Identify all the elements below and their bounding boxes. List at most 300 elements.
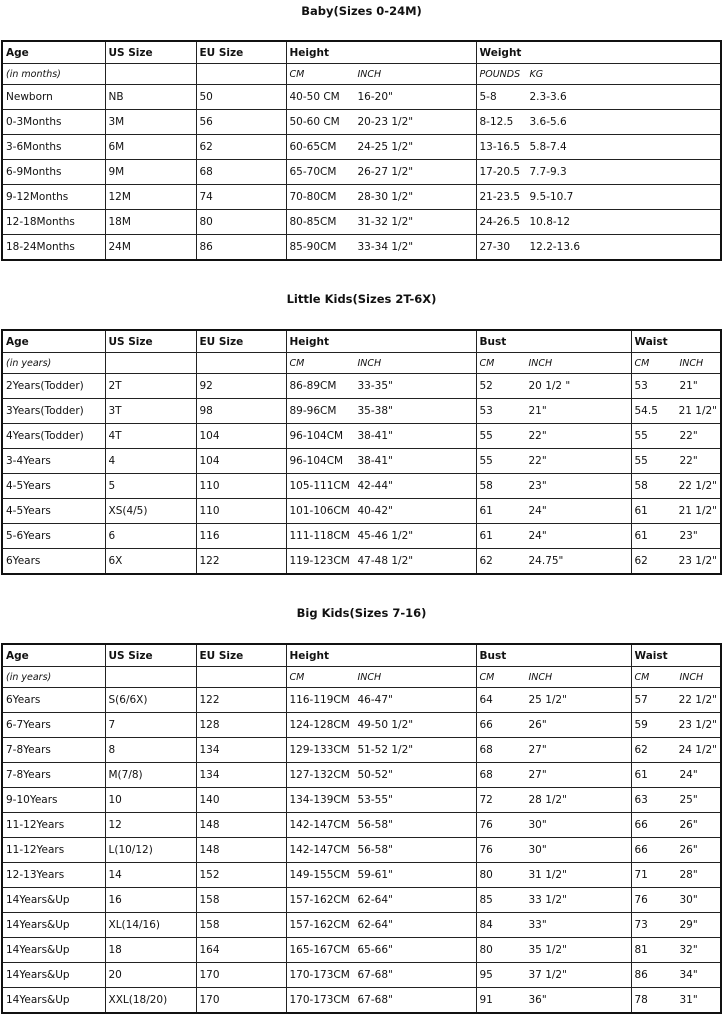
waist-cell <box>631 938 721 963</box>
weight-pounds: 5-8 <box>479 91 497 103</box>
waist-inch: 23 1/2" <box>678 719 717 731</box>
waist-cell <box>631 524 721 549</box>
waist-units <box>631 667 721 688</box>
waist-header: Waist <box>631 330 721 353</box>
bust-inch: 35 1/2" <box>528 944 567 956</box>
eu-size-cell: 128 <box>196 713 286 738</box>
height-cell <box>286 963 476 988</box>
bust-cell <box>476 688 631 713</box>
bust-cell <box>476 788 631 813</box>
bust-inch: 22" <box>528 430 547 442</box>
height-inch: 67-68" <box>357 969 393 981</box>
waist-cm: 86 <box>634 969 648 981</box>
age-cell: 6Years <box>2 549 105 575</box>
waist-cm: 54.5 <box>634 405 658 417</box>
age-cell: 6-9Months <box>2 160 105 185</box>
age-cell: 0-3Months <box>2 110 105 135</box>
bust-inch: 33" <box>528 919 547 931</box>
inch-label: INCH <box>357 671 382 683</box>
height-inch: 51-52 1/2" <box>357 744 414 756</box>
weight-kg: 3.6-5.6 <box>529 116 567 128</box>
empty-cell <box>105 64 196 85</box>
bust-inch: 24" <box>528 505 547 517</box>
age-cell: 14Years&Up <box>2 988 105 1014</box>
eu-size-cell: 122 <box>196 549 286 575</box>
height-inch: 28-30 1/2" <box>357 191 414 203</box>
cm-label: CM <box>479 671 495 683</box>
weight-kg: 9.5-10.7 <box>529 191 574 203</box>
us-size-cell: S(6/6X) <box>105 688 196 713</box>
big-kids-size-table <box>1 643 722 1014</box>
bust-cell <box>476 524 631 549</box>
table-row <box>2 399 721 424</box>
table-row <box>2 813 721 838</box>
waist-cm: 62 <box>634 555 648 567</box>
bust-cm: 61 <box>479 530 493 542</box>
bust-cell <box>476 763 631 788</box>
bust-cell <box>476 813 631 838</box>
height-inch: 59-61" <box>357 869 393 881</box>
age-unit-label: (in years) <box>2 667 105 688</box>
us-size-cell: 12M <box>105 185 196 210</box>
eu-size-header: EU Size <box>196 644 286 667</box>
waist-cm: 55 <box>634 455 648 467</box>
bust-cm: 72 <box>479 794 493 806</box>
eu-size-cell: 104 <box>196 449 286 474</box>
waist-inch: 32" <box>679 944 698 956</box>
waist-cm: 63 <box>634 794 648 806</box>
waist-cell <box>631 399 721 424</box>
height-cell <box>286 474 476 499</box>
waist-cell <box>631 888 721 913</box>
us-size-header: US Size <box>105 644 196 667</box>
empty-cell <box>196 353 286 374</box>
waist-cell <box>631 688 721 713</box>
bust-cm: 85 <box>479 894 493 906</box>
height-units <box>286 64 476 85</box>
bust-cell <box>476 549 631 575</box>
eu-size-cell: 98 <box>196 399 286 424</box>
height-header: Height <box>286 41 476 64</box>
empty-cell <box>105 353 196 374</box>
table-row <box>2 888 721 913</box>
height-inch: 33-34 1/2" <box>357 241 414 253</box>
waist-inch: 26" <box>679 844 698 856</box>
eu-size-cell: 164 <box>196 938 286 963</box>
us-size-cell: 8 <box>105 738 196 763</box>
table-row <box>2 524 721 549</box>
weight-cell <box>476 210 721 235</box>
table-row <box>2 85 721 110</box>
height-cell <box>286 424 476 449</box>
cm-label: CM <box>634 671 650 683</box>
height-cm: 101-106CM <box>289 505 350 517</box>
waist-inch: 30" <box>679 894 698 906</box>
eu-size-cell: 116 <box>196 524 286 549</box>
empty-cell <box>196 64 286 85</box>
height-cell <box>286 788 476 813</box>
waist-cm: 61 <box>634 769 648 781</box>
waist-cell <box>631 449 721 474</box>
eu-size-cell: 140 <box>196 788 286 813</box>
bust-inch: 33 1/2" <box>528 894 567 906</box>
us-size-cell: 3M <box>105 110 196 135</box>
cm-label: CM <box>289 671 305 683</box>
height-inch: 16-20" <box>357 91 393 103</box>
bust-cm: 58 <box>479 480 493 492</box>
weight-pounds: 13-16.5 <box>479 141 521 153</box>
height-cell <box>286 688 476 713</box>
bust-cell <box>476 988 631 1014</box>
age-cell: 4-5Years <box>2 499 105 524</box>
us-size-cell: 6M <box>105 135 196 160</box>
inch-label: INCH <box>679 671 704 683</box>
height-cell <box>286 549 476 575</box>
waist-cell <box>631 988 721 1014</box>
bust-inch: 36" <box>528 994 547 1006</box>
age-unit-label: (in months) <box>2 64 105 85</box>
inch-label: INCH <box>528 671 553 683</box>
bust-cm: 55 <box>479 455 493 467</box>
eu-size-cell: 110 <box>196 499 286 524</box>
eu-size-cell: 62 <box>196 135 286 160</box>
waist-cm: 57 <box>634 694 648 706</box>
height-cell <box>286 738 476 763</box>
us-size-cell: XS(4/5) <box>105 499 196 524</box>
height-inch: 40-42" <box>357 505 393 517</box>
weight-kg: 5.8-7.4 <box>529 141 567 153</box>
table-row <box>2 235 721 261</box>
age-cell: 3-4Years <box>2 449 105 474</box>
table-row <box>2 135 721 160</box>
eu-size-cell: 122 <box>196 688 286 713</box>
inch-label: INCH <box>528 357 553 369</box>
weight-pounds: 24-26.5 <box>479 216 521 228</box>
height-inch: 31-32 1/2" <box>357 216 414 228</box>
weight-header: Weight <box>476 41 721 64</box>
weight-kg: 2.3-3.6 <box>529 91 567 103</box>
age-cell: 12-13Years <box>2 863 105 888</box>
weight-cell <box>476 185 721 210</box>
bust-cell <box>476 938 631 963</box>
height-inch: 56-58" <box>357 844 393 856</box>
waist-cm: 62 <box>634 744 648 756</box>
height-inch: 24-25 1/2" <box>357 141 414 153</box>
pounds-label: POUNDS <box>479 68 521 80</box>
us-size-cell: 20 <box>105 963 196 988</box>
waist-inch: 21 1/2" <box>678 405 717 417</box>
height-inch: 65-66" <box>357 944 393 956</box>
height-cell <box>286 763 476 788</box>
age-header: Age <box>2 330 105 353</box>
height-inch: 26-27 1/2" <box>357 166 414 178</box>
age-cell: 6Years <box>2 688 105 713</box>
bust-cm: 66 <box>479 719 493 731</box>
table-row <box>2 499 721 524</box>
age-cell: 9-10Years <box>2 788 105 813</box>
eu-size-cell: 50 <box>196 85 286 110</box>
height-cell <box>286 888 476 913</box>
table-subheader-row <box>2 667 721 688</box>
bust-cm: 62 <box>479 555 493 567</box>
eu-size-cell: 170 <box>196 963 286 988</box>
weight-cell <box>476 85 721 110</box>
us-size-cell: XXL(18/20) <box>105 988 196 1014</box>
height-cell <box>286 813 476 838</box>
us-size-cell: 24M <box>105 235 196 261</box>
weight-cell <box>476 160 721 185</box>
waist-inch: 25" <box>679 794 698 806</box>
height-cm: 80-85CM <box>289 216 337 228</box>
bust-inch: 24" <box>528 530 547 542</box>
little-kids-size-table <box>1 329 722 575</box>
waist-cell <box>631 963 721 988</box>
waist-cm: 58 <box>634 480 648 492</box>
bust-inch: 28 1/2" <box>528 794 567 806</box>
weight-pounds: 27-30 <box>479 241 511 253</box>
height-cell <box>286 499 476 524</box>
waist-cell <box>631 838 721 863</box>
cm-label: CM <box>289 357 305 369</box>
us-size-cell: NB <box>105 85 196 110</box>
waist-inch: 23" <box>679 530 698 542</box>
waist-inch: 21" <box>679 380 698 392</box>
bust-cell <box>476 399 631 424</box>
waist-cell <box>631 738 721 763</box>
height-units <box>286 353 476 374</box>
age-cell: 12-18Months <box>2 210 105 235</box>
age-cell: 18-24Months <box>2 235 105 261</box>
waist-cell <box>631 788 721 813</box>
bust-cm: 84 <box>479 919 493 931</box>
bust-cm: 53 <box>479 405 493 417</box>
waist-inch: 31" <box>679 994 698 1006</box>
height-cell <box>286 110 476 135</box>
age-cell: 14Years&Up <box>2 913 105 938</box>
us-size-cell: XL(14/16) <box>105 913 196 938</box>
height-cell <box>286 524 476 549</box>
age-unit-label: (in years) <box>2 353 105 374</box>
height-cm: 142-147CM <box>289 819 350 831</box>
table-header-row <box>2 41 721 64</box>
table-row <box>2 988 721 1014</box>
height-inch: 47-48 1/2" <box>357 555 414 567</box>
table-row <box>2 474 721 499</box>
us-size-cell: 6 <box>105 524 196 549</box>
waist-cell <box>631 474 721 499</box>
bust-cm: 55 <box>479 430 493 442</box>
waist-cm: 66 <box>634 819 648 831</box>
height-inch: 38-41" <box>357 455 393 467</box>
age-cell: Newborn <box>2 85 105 110</box>
height-inch: 56-58" <box>357 819 393 831</box>
height-cm: 157-162CM <box>289 894 350 906</box>
height-cell <box>286 135 476 160</box>
eu-size-header: EU Size <box>196 41 286 64</box>
table-row <box>2 838 721 863</box>
us-size-cell: 4 <box>105 449 196 474</box>
height-cm: 60-65CM <box>289 141 337 153</box>
bust-cell <box>476 738 631 763</box>
height-units <box>286 667 476 688</box>
waist-inch: 22" <box>679 455 698 467</box>
baby-size-table <box>1 40 722 261</box>
height-cm: 170-173CM <box>289 969 350 981</box>
eu-size-cell: 80 <box>196 210 286 235</box>
age-cell: 3-6Months <box>2 135 105 160</box>
height-cm: 85-90CM <box>289 241 337 253</box>
age-header: Age <box>2 41 105 64</box>
bust-cm: 68 <box>479 744 493 756</box>
eu-size-cell: 104 <box>196 424 286 449</box>
height-inch: 35-38" <box>357 405 393 417</box>
age-cell: 14Years&Up <box>2 963 105 988</box>
waist-inch: 24 1/2" <box>678 744 717 756</box>
bust-inch: 26" <box>528 719 547 731</box>
bust-header: Bust <box>476 644 631 667</box>
waist-cell <box>631 549 721 575</box>
waist-inch: 28" <box>679 869 698 881</box>
eu-size-cell: 110 <box>196 474 286 499</box>
bust-cell <box>476 499 631 524</box>
height-inch: 53-55" <box>357 794 393 806</box>
table-row <box>2 688 721 713</box>
table-row <box>2 913 721 938</box>
table-row <box>2 788 721 813</box>
waist-cm: 81 <box>634 944 648 956</box>
bust-inch: 30" <box>528 819 547 831</box>
waist-cm: 76 <box>634 894 648 906</box>
waist-cell <box>631 499 721 524</box>
table-subheader-row <box>2 353 721 374</box>
height-cell <box>286 399 476 424</box>
inch-label: INCH <box>679 357 704 369</box>
us-size-cell: 12 <box>105 813 196 838</box>
eu-size-cell: 158 <box>196 913 286 938</box>
table-subheader-row <box>2 64 721 85</box>
height-cm: 89-96CM <box>289 405 337 417</box>
height-cm: 65-70CM <box>289 166 337 178</box>
waist-inch: 34" <box>679 969 698 981</box>
us-size-header: US Size <box>105 330 196 353</box>
us-size-cell: 3T <box>105 399 196 424</box>
height-cm: 96-104CM <box>289 455 344 467</box>
waist-cm: 61 <box>634 530 648 542</box>
table-row <box>2 424 721 449</box>
bust-cm: 95 <box>479 969 493 981</box>
weight-pounds: 8-12.5 <box>479 116 514 128</box>
height-cell <box>286 988 476 1014</box>
waist-inch: 23 1/2" <box>678 555 717 567</box>
eu-size-cell: 158 <box>196 888 286 913</box>
age-cell: 9-12Months <box>2 185 105 210</box>
table-row <box>2 863 721 888</box>
inch-label: INCH <box>357 357 382 369</box>
height-cell <box>286 838 476 863</box>
height-cell <box>286 449 476 474</box>
height-cm: 40-50 CM <box>289 91 340 103</box>
waist-cell <box>631 863 721 888</box>
waist-cell <box>631 913 721 938</box>
bust-cm: 80 <box>479 944 493 956</box>
bust-cell <box>476 888 631 913</box>
age-cell: 4-5Years <box>2 474 105 499</box>
waist-cell <box>631 813 721 838</box>
height-cm: 170-173CM <box>289 994 350 1006</box>
bust-inch: 20 1/2 " <box>528 380 571 392</box>
weight-units <box>476 64 721 85</box>
big-kids-section-title: Big Kids(Sizes 7-16) <box>296 606 427 620</box>
waist-inch: 26" <box>679 819 698 831</box>
age-cell: 6-7Years <box>2 713 105 738</box>
table-row <box>2 549 721 575</box>
bust-inch: 31 1/2" <box>528 869 567 881</box>
eu-size-cell: 68 <box>196 160 286 185</box>
bust-cell <box>476 713 631 738</box>
height-cm: 127-132CM <box>289 769 350 781</box>
bust-cell <box>476 449 631 474</box>
eu-size-cell: 148 <box>196 838 286 863</box>
height-header: Height <box>286 644 476 667</box>
bust-cell <box>476 863 631 888</box>
waist-cm: 78 <box>634 994 648 1006</box>
bust-cm: 68 <box>479 769 493 781</box>
height-header: Height <box>286 330 476 353</box>
bust-inch: 24.75" <box>528 555 564 567</box>
bust-cm: 76 <box>479 844 493 856</box>
bust-cell <box>476 374 631 399</box>
height-inch: 62-64" <box>357 894 393 906</box>
eu-size-header: EU Size <box>196 330 286 353</box>
age-cell: 4Years(Todder) <box>2 424 105 449</box>
waist-cm: 59 <box>634 719 648 731</box>
empty-cell <box>196 667 286 688</box>
eu-size-cell: 92 <box>196 374 286 399</box>
height-cm: 119-123CM <box>289 555 350 567</box>
height-inch: 38-41" <box>357 430 393 442</box>
waist-cell <box>631 713 721 738</box>
waist-inch: 22 1/2" <box>678 694 717 706</box>
height-inch: 49-50 1/2" <box>357 719 414 731</box>
bust-cm: 76 <box>479 819 493 831</box>
us-size-cell: 16 <box>105 888 196 913</box>
height-cm: 50-60 CM <box>289 116 340 128</box>
height-cell <box>286 235 476 261</box>
waist-inch: 29" <box>679 919 698 931</box>
waist-cm: 61 <box>634 505 648 517</box>
bust-inch: 30" <box>528 844 547 856</box>
waist-header: Waist <box>631 644 721 667</box>
eu-size-cell: 134 <box>196 738 286 763</box>
height-cm: 129-133CM <box>289 744 350 756</box>
height-cm: 70-80CM <box>289 191 337 203</box>
eu-size-cell: 152 <box>196 863 286 888</box>
height-cell <box>286 85 476 110</box>
height-cell <box>286 185 476 210</box>
us-size-cell: 9M <box>105 160 196 185</box>
eu-size-cell: 170 <box>196 988 286 1014</box>
height-inch: 62-64" <box>357 919 393 931</box>
us-size-cell: 18M <box>105 210 196 235</box>
table-row <box>2 185 721 210</box>
waist-cell <box>631 763 721 788</box>
height-inch: 33-35" <box>357 380 393 392</box>
height-cm: 116-119CM <box>289 694 350 706</box>
bust-inch: 25 1/2" <box>528 694 567 706</box>
us-size-cell: 6X <box>105 549 196 575</box>
height-cell <box>286 863 476 888</box>
us-size-header: US Size <box>105 41 196 64</box>
